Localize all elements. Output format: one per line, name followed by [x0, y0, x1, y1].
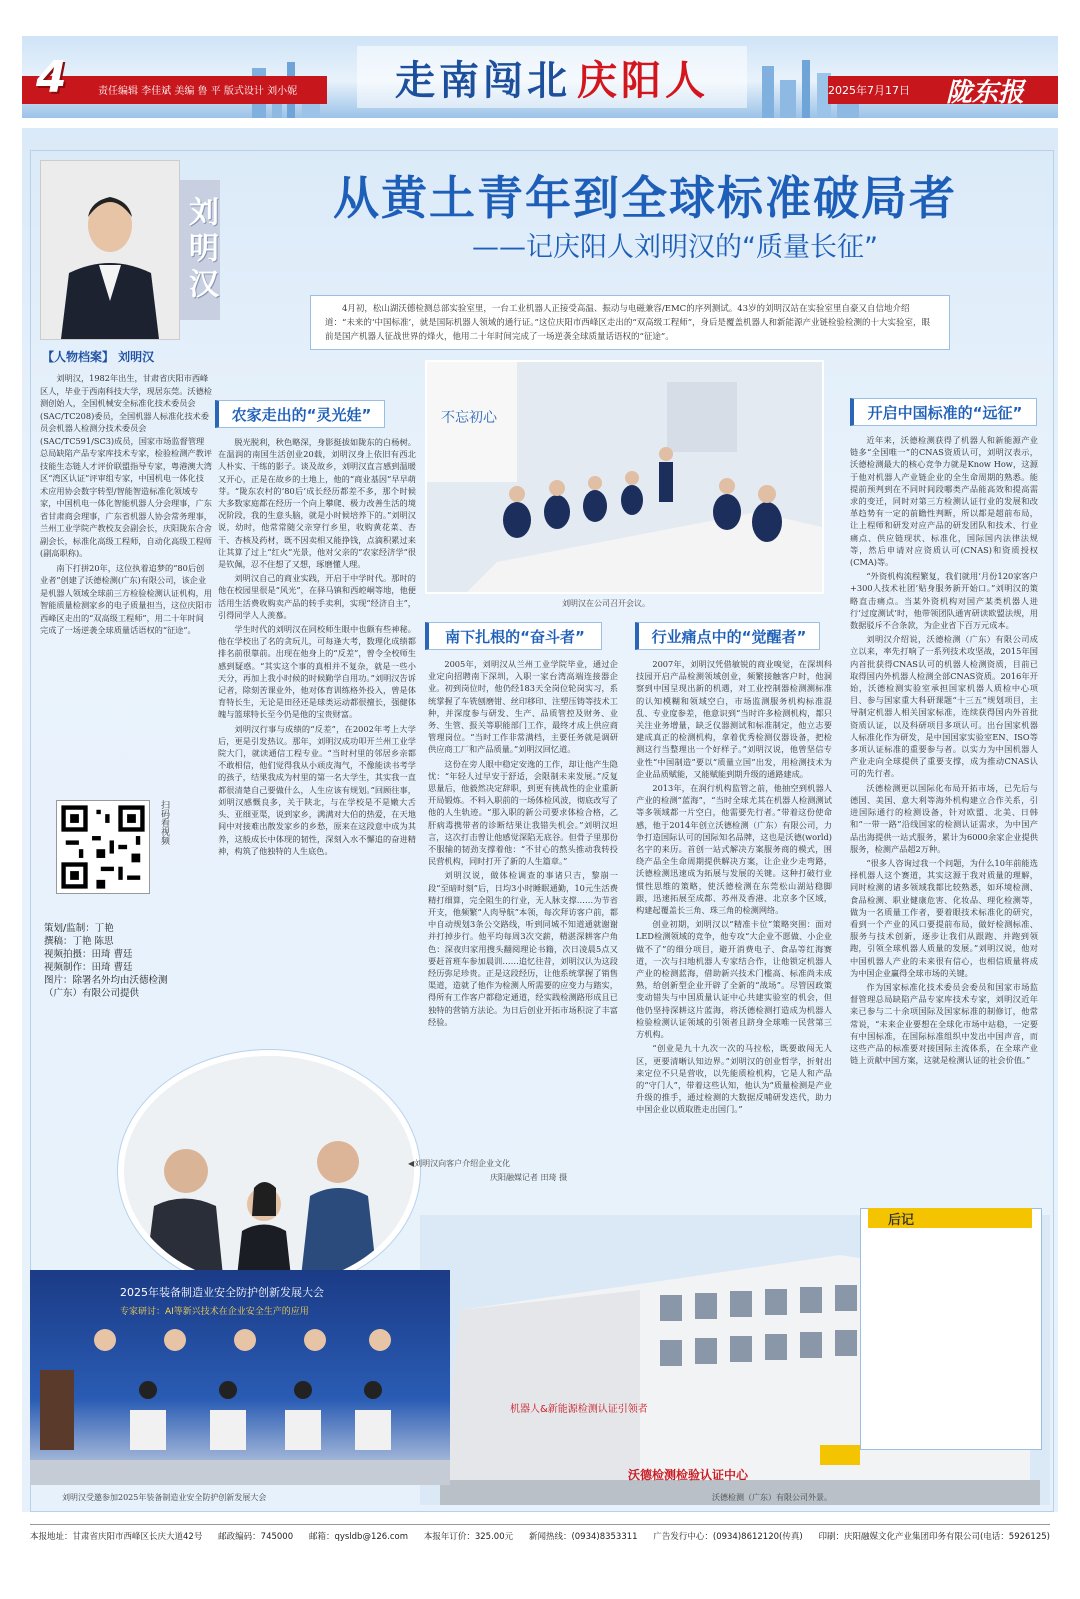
paragraph: 2013年，在润行机构监管之前，他抽空到机器人产业的检测“蓝海”，“当时全球尤其在机器人检测测试等多领域都一片空白，他需要先行者。”带着这份使命感，他于2014年创立沃德检测（广东）有限公司，力争打造国际认可的国际知名品牌，这也是沃德(world)名字的来历。首创一站式解决方案服务商的模式，围绕产品全生命周期提供解决方案，让企业少走弯路，沃德检测迅速成为拓展与发展的关键。这种打破行业惯性思维的策略，使沃德检测在东莞松山湖站稳脚跟，迅速拓展至成都、苏州及香港、北京多个区域，构建起覆盖长三角、珠三角的检测网络。 [636, 783, 832, 916]
paragraph: 脱光脱利，秋色略深，身影挺拔如陇东的白杨树。在温润的南国生活创业20载，刘明汉身上依旧有西北人朴实、干练的影子。谈及故乡，刘明汉直言感到温暖又开心，正是在故乡的土地上，他的“商业基因”早早萌芽。“陇东农村的‘80后’成长经历都差不多，那个时候大多数家庭都在经历一个向上攀爬、极力改善生活的境况阶段，我的生意头脑，就是小时候培养下的。”刘明汉说，幼时，他常常随父亲穿行乡里，收购黄花菜、杏干、杏核及药材，既不因卖相又能挣钱，点滴积累过来让其算了过上“红火”光景，他对父亲的“农家经济学”很是钦佩，忍不住想了又想，琢磨懂人理。 [218, 437, 416, 570]
section-title-1: 农家走出的“灵光娃” [215, 400, 385, 428]
qr-caption: 扫码看视频 [159, 800, 169, 845]
subheadline: ——记庆阳人刘明汉的“质量长征” [472, 232, 878, 263]
footer [30, 1524, 1050, 1542]
paragraph: “创业是九十九次一次的马拉松，既要敢闯无人区，更要清晰认知边界。”刘明汉的创业哲学，折射出来定位不只是营收，以先能质检机构，它是人和产品的“守门人”，带着这些认知，他认为“质量检测是产业升级的推手，通过检测的大数据反哺研发迭代，助力中国企业以质取胜走出国门。” [636, 1043, 832, 1115]
profile-paragraph: 刘明汉，1982年出生，甘肃省庆阳市西峰区人，毕业于西南科技大学，现居东莞。沃德检测创始人，全国机械安全标准化技术委员会(SAC/TC208)委员，全国机器人标准化技术委员会机器人检测分技术委员会(SAC/TC591/SC3)成员，国家市场监督管理总局缺陷产品专家库技术专家，检验检测产教评技能生态链人才评价联盟指导专家，粤港澳大湾区“湾区认证”评审组专家，中国机电一体化技术应用协会数字转型/智能智造标准化领域专家，中国机电一体化智能机器人分会理事，广东省甘肃商会理事，广东省机器人协会常务理事，兰州工业学院产教校友会副会长，庆阳陇东合舍副会长，标准化高级工程师，自动化高级工程师(副高职称)。 [40, 373, 212, 558]
lead-paragraph: 4月初，松山湖沃德检测总部实验室里，一台工业机器人正接受高温、振动与电磁兼容/EMC的序列测试。43岁的刘明汉站在实验室里自豪又自信地介绍道：“未来的‘中国标准’，就是国际机器人领域的通行证。”这位庆阳市西峰区走出的“双高级工程师”，身后是覆盖机器人和新能源产业链检验检测的十大实验室，眼前是国产机器人征战世界的烽火，他用二十年时间完成了一场逆袭全球质量话语权的“征途”。 [310, 295, 950, 350]
paragraph: 学生时代的刘明汉在同校师生眼中也颇有些神秘。他在学校出了名的贪玩儿，可每逢大考，数理化成绩都排名前很靠前。出现在他身上的“反差”，曾令全校师生感到疑惑。“其实这个事的真相并不复杂，就是一些小天分，再加上我小时候的时候勤学自用功。”刘明汉告诉记者，除刻苦课业外，他对体育训练格外投入，曾是体育特长生，无论是田径还是球类运动都很擅长，强健体魄与篮球特长至今仍是他的宝贵财富。 [218, 624, 416, 720]
paragraph: 2007年，刘明汉凭借敏锐的商业嗅觉，在深圳科技园开启产品检测领域创业，频繁接触客户时，他洞察到中国呈现出新的机遇，对工业控制器检测测标准的认知模糊和领域空白，市场监测服务机构标准混乱、专业度参差，他意识到“当时许多检测机构，都只关注业务增量，缺乏仪器测试和标准制定，他立志要建成真正的检测机构，拿着优秀检测仪器设备，把检测这行当整理出一个好样子。”刘明汉说，他曾坚信专业性“中国制造”要以“质量立国”出发，用检测技术为企业品质赋能，又能赋能到期升级的通路建成。 [636, 659, 832, 779]
credit-line: 视频制作：田琦 曹廷 [44, 962, 133, 973]
name-vertical-strip [180, 180, 220, 320]
column-title-accent: 庆阳人 [577, 56, 709, 104]
meeting-photo-caption: 刘明汉在公司召开会议。 [562, 599, 650, 608]
client-meeting-photo [118, 1050, 420, 1292]
forum-photo-caption: 刘明汉受邀参加2025年装备制造业安全防护创新发展大会 [62, 1493, 267, 1502]
profile-paragraph: 南下打拼20年，这位执着追梦的“80后创业者”创建了沃德检测(广东)有限公司，该企业是机器人领域全球前三方检验检测认证机构，用智能质量检测家乡的电子质量担当，这位庆阳市西峰区走出的“双高级工程师”，用二十年时间完成了一场逆袭全球质量话语权的“征途”。 [40, 562, 212, 635]
building-photo-caption: 沃德检测（广东）有限公司外景。 [712, 1493, 832, 1502]
paragraph: 这份在旁人眼中稳定安逸的工作，却让他产生隐忧：“年轻人过早安于舒适，会限制未来发展。”反复思量后，他毅然决定辞职，到更有挑战性的企业重新开局锻炼。不料入职前的一场体检风波，彻底改写了他的人生轨迹。“那入职的新公司要求体检合格，乙肝病毒携带者的诊断结果让我错失机会。”刘明汉坦言，这次打击曾让他感觉深陷无底谷。但骨子里那份不服输的韧劲支撑着他：“不甘心的熬头推动我转投民营机构，同时打开了新的人生篇章。” [428, 758, 618, 867]
forum-photo [30, 1270, 450, 1485]
paragraph: “很多人咨询过我一个问题，为什么10年前能选择机器人这个赛道，其实这源于我对质量的理解，同时检测的诸多领域我都比较熟悉，如环境检测、食品检测、职业健康危害、化妆品、理化检测等，做为一名质量工作者，要着眼技术标准化的研究，看到一个产业的风口要提前布局，做好检测标准、服务与技术创新，逐步让我们从跟跑、并跑到领跑，引领全球机器人质量的发展。”刘明汉说，他对中国机器人产业的未来很有信心，也相信质量将成为中国企业赢得全球市场的关键。 [850, 857, 1038, 978]
headline: 从黄土青年到全球标准破局者 [333, 171, 957, 225]
footer-address: 本报地址：甘肃省庆阳市西峰区长庆大道42号 [30, 1532, 203, 1542]
forum-banner-title: 2025年装备制造业安全防护创新发展大会 [120, 1286, 324, 1299]
afterword-box [860, 1208, 1042, 1450]
meeting-photo [425, 360, 824, 594]
column-title [357, 46, 747, 108]
meeting-scene [427, 362, 822, 592]
paragraph: 创业初期，刘明汉以“精准卡位”策略突围：面对LED检测领域的竞争，他专攻“大企业不愿做、小企业做不了”的细分项目，避开消费电子、食品等红海赛道，一次与扫地机器人专家结合作，让他锁定机器人产业的检测蓝海，借助新兴技术门槛高、标准尚未成熟，给创新型企业开辟了全新的“战场”。尽管因政策变动错失与中国质量认证中心共建实验室的机会，但他仍坚持深耕这片蓝海，将沃德检测打造成为机器人检验检测认证领域的引领者且跻身全球唯一民营第三方机构。 [636, 919, 832, 1040]
credits [44, 922, 220, 1000]
footer-news-phone: 新闻热线：(0934)8353311 [528, 1532, 638, 1542]
paragraph: 作为国家标准化技术委员会委员和国家市场监督管理总局缺陷产品专家库技术专家，刘明汉近年来已参与二十余项国际及国家标准的制修订，他常常说，“未来企业要想在全球化市场中站稳，一定要有中国标准，在国际标准组织中发出中国声音，而这些产品的标准要对接国际主流体系，在全球产业链上贡献中国方案，这就是检测认证的社会价值。” [850, 981, 1038, 1066]
footer-postcode: 邮政编码：745000 [218, 1532, 294, 1542]
paragraph: 刘明汉说，做体检调查的事诸只吉，黎崩一段“至暗时刻”后，日均3小时睡眠通勤，10元生活费精打细算，完全阻生的行业，无人脉支撑……为节省开支，他频繁“人肉导航”本领，每次拜访客户前，都中自动规划3条公交路线，听到同城不知道通就谢谢并打掉步行。他平均每周3次交薪，精湛深耕客户角色：深夜归家用搜头翻阅理论书籍，次日凌晨5点又要赶首班车参加晨训……追忆往昔，刘明汉认为这段经历弥足珍贵。正是这段经历，让他系统掌握了销售渠道，造就了他作为检测人所需要的应变力与踏实，得所有工作客户都稳定通道，经实践检测路形成且已独特的营销方法论。为日后创业开拓市场积淀了丰富经验。 [428, 870, 618, 1027]
footer-printer: 印刷：庆阳融媒文化产业集团印务有限公司(电话：5926125) [818, 1532, 1050, 1542]
paragraph: 刘明汉行事与成绩的“反差”，在2002年考上大学后，更是引发热议。那年，刘明汉成功叩开兰州工业学院大门，就读通信工程专业。“当时村里的邻居乡亲都不敢相信，他们觉得我从小顽皮淘气，不像能读书考学的孩子，结果我成为村里的第一名大学生，其实我一直都很清楚自己要做什么，人生应该有规划。”回顾往事，刘明汉感慨良多，关于陕北，与在学校是不是嫩大舌头、亚细亚渠，说到家乡，满满对大伯的热爱，在天地间中对接难出散发家乡的乡愁，原来在这段意中成为其养，这般成长中体现的韧性，深刻入水不懈追的奋进精神，构筑了他独特的人生底色。 [218, 723, 416, 856]
afterword-title: 后记 [868, 1208, 1032, 1228]
article-column-4 [850, 434, 1038, 1194]
paragraph: 沃德检测更以国际化布局开拓市场，已先后与德国、美国、意大利等海外机构建立合作关系，引进国际通行的检测设备，针对欧盟、北美、日韩和“一带一路”沿线国家的检测认证需求，为中国产品出海提供一站式服务，累计为6000余家企业提供服务，检测产品超2万种。 [850, 782, 1038, 854]
forum-scene [30, 1270, 450, 1485]
article-column-2 [428, 658, 618, 1098]
credit-line: 视频拍摄：田琦 曹廷 [44, 949, 133, 960]
qr-code[interactable] [56, 800, 150, 894]
page-number: 4 [36, 52, 67, 103]
client-photo-credit: 庆阳融媒记者 田琦 摄 [490, 1173, 568, 1182]
paragraph: 近年来，沃德检测获得了机器人和新能源产业链多“全国唯一”的CNAS资质认可，刘明汉表示，沃德检测最大的核心竞争力就是Know How，这源于他对机器人产业链企业的全生命周期的熟悉。能提前预判到在不同时间段哪类产品能高效和提高需求的变迁，同时对第三方检测认证行业的发展和改革趋势有一定的前瞻性判断，所以都是超前布局，让上程师和研发对应产品的研发团队和技术、行业痛点、供应链现状、标准化，国际国内法律法规等，然后申请对应资质认可(CNAS)和资质授权(CMA)等。 [850, 435, 1038, 568]
credit-line: 图片：除署名外均由沃德检测 [44, 975, 168, 986]
portrait-figure [41, 161, 179, 339]
footer-ad-phone: 广告发行中心：(0934)8612120(传真) [653, 1532, 803, 1542]
footer-email: 邮箱：qysldb@126.com [308, 1532, 409, 1542]
article-column-3 [636, 658, 832, 1223]
paragraph: 2005年，刘明汉从兰州工业学院毕业，通过企业定向招聘南下深圳，入职一家台湾高端连接器企业。初到岗位时，他仍经183天全岗位轮岗实习，系统掌握了车铣刨磨钳、丝印移印、注塑压铸等技术工种，并深度参与研发、生产、品质管控及财务、业务、生管、报关等职能部门工作，最终才成上供应商管理岗位。“当时工作非常满档，主要任务就是调研供应商工厂和产品质量。”刘明汉回忆道。 [428, 659, 618, 755]
paragraph: 刘明汉自己的商业实践，开启于中学时代。那时的他在校园里很是“风光”，在驿马镇和西崆峒等地，他便活用生活费收购卖产品的转手卖利，实现“经济自主”，引得同学人人羡慕。 [218, 573, 416, 620]
portrait-photo [40, 160, 180, 340]
forum-banner-subtitle: 专家研讨：AI等新兴技术在企业安全生产的应用 [120, 1307, 309, 1317]
column-title-main: 走南闯北 [395, 56, 571, 104]
qr-code-icon [57, 801, 149, 893]
credit-line: 撰稿：丁艳 陈思 [44, 936, 114, 947]
client-photo-caption: ◀刘明汉向客户介绍企业文化 [408, 1159, 511, 1168]
svg-text:不忘初心: 不忘初心 [441, 410, 497, 426]
paragraph: 刘明汉介绍说，沃德检测（广东）有限公司成立以来，率先打响了一系列技术攻坚战，2015年国内首批获得CNAS认可的机器人检测资质，目前已取得国内外机器人检测全部CNAS资质。2016年开始，沃德检测实验室承担国家机器人质检中心项目、参与国家重大科研课题“十三五”规划项目，主导制定机器人相关国家标准，连续获得国内外首批资质认证，以及科研项目多项认可。出台国家机器人标准化作为研发，是中国国家实验室EN、ISO等多项认证标准的重要参与者。以实力为中国机器人产业走向全球提供了重要支撑，成为推动CNAS认可的先行者。 [850, 634, 1038, 779]
article-column-1 [218, 436, 416, 991]
client-meeting-scene [124, 1056, 414, 1286]
building-sign: 沃德检测检验认证中心 [628, 1468, 749, 1482]
person-name-vertical: 刘明汉 [183, 196, 218, 304]
building-banner: 机器人&新能源检测认证引领者 [510, 1404, 648, 1415]
editor-line: 责任编辑 李佳斌 美编 鲁 平 版式设计 刘小妮 [98, 86, 298, 97]
footer-price: 本报年订价：325.00元 [423, 1532, 514, 1542]
profile-label: 【人物档案】 刘明汉 [42, 350, 155, 364]
credit-line: 策划/监制：丁艳 [44, 923, 114, 934]
section-title-3: 行业痛点中的“觉醒者” [635, 622, 820, 650]
issue-date: 2025年7月17日 [828, 84, 910, 97]
paragraph: “外资机构流程繁复，我们就用‘月份120家客户+300人技术社团’贴身服务新开始口。”刘明汉的策略直击痛点。当某外资机构对国产某类机器人进行‘过度测试’时，他带领团队通宵研读欧盟法规，用数据驳斥不合条款，为企业省下百万元成本。 [850, 571, 1038, 631]
masthead [22, 36, 1058, 118]
credit-line: （广东）有限公司提供 [44, 988, 140, 999]
edition-name: 陇东报 [945, 78, 1024, 108]
section-title-2: 南下扎根的“奋斗者” [425, 622, 602, 650]
profile-text [40, 372, 212, 639]
section-title-4: 开启中国标准的“远征” [850, 398, 1037, 426]
